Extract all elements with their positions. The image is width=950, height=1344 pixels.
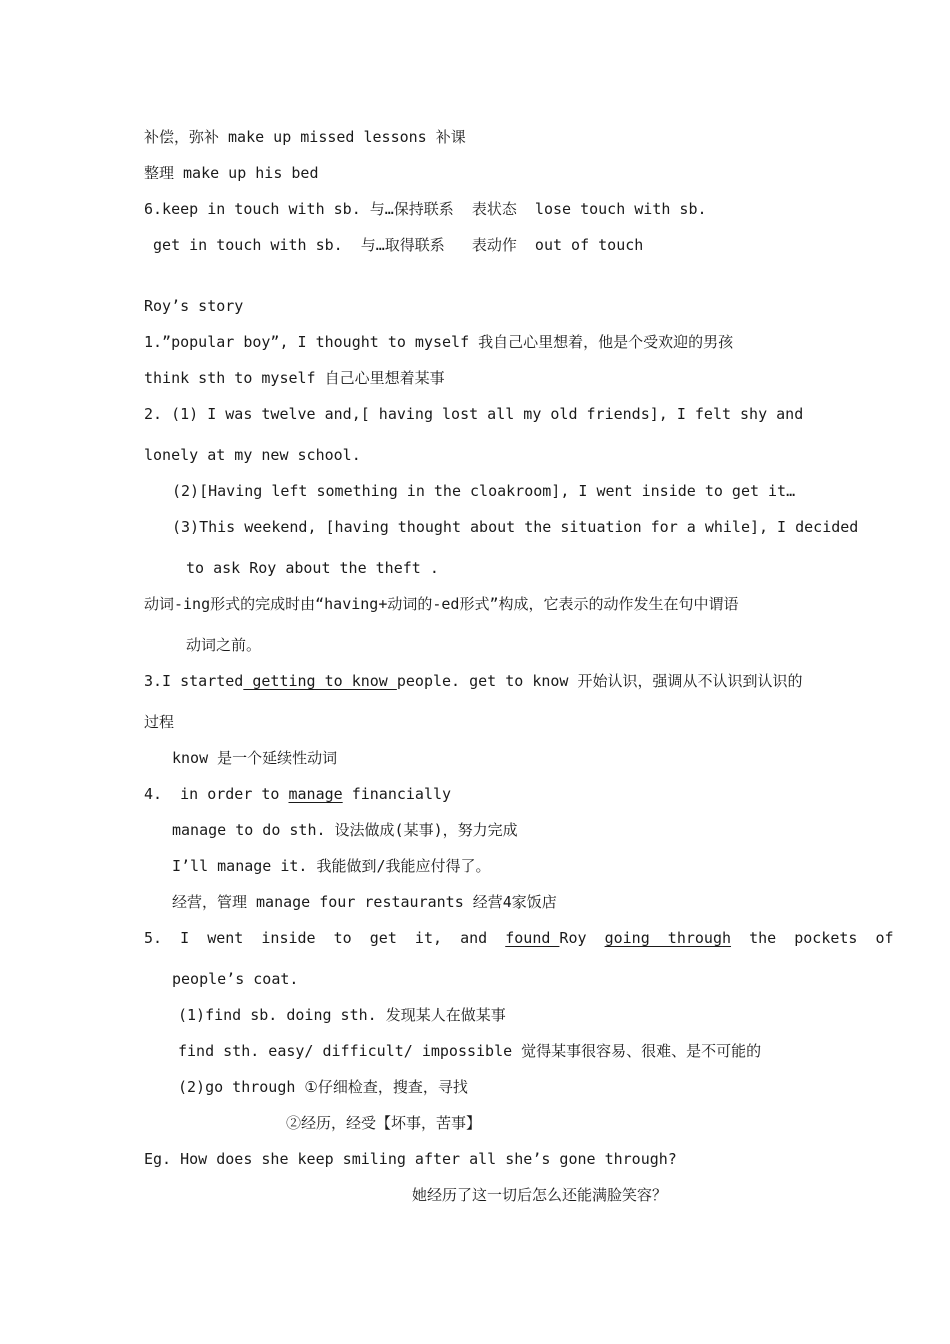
text-line: people’s coat. [172,970,299,988]
text-line: find sth. easy/ difficult/ impossible 觉得某事很容易、很难、是不可能的 [178,1042,762,1060]
text-line: know 是一个延续性动词 [172,749,338,767]
text-line: to ask Roy about the theft . [186,559,439,577]
text-line: 整理 make up his bed [144,164,319,182]
text-line: (3)This weekend, [having thought about the situation for a while], I decided [172,518,859,536]
underlined-phrase: found [505,929,560,947]
text-line: 6.keep in touch with sb. 与…保持联系 表状态 lose touch with sb. [144,200,707,218]
text-line: (2)go through ①仔细检查，搜查，寻找 [178,1078,468,1096]
text-line: get in touch with sb. 与…取得联系 表动作 out of touch [144,236,644,254]
text-line: (1)find sb. doing sth. 发现某人在做某事 [178,1006,506,1024]
text-line [144,928,894,948]
text-line: lonely at my new school. [144,446,361,464]
text-segment: people. get to know 开始认识，强调从不认识到认识的 [396,672,803,690]
text-line: I’ll manage it. 我能做到/我能应付得了。 [172,857,491,875]
text-line: manage to do sth. 设法做成(某事)，努力完成 [172,821,518,839]
text-line: 补偿，弥补 make up missed lessons 补课 [144,128,466,146]
text-line: Eg. How does she keep smiling after all she’s gone through? [144,1150,677,1168]
text-line: 动词-ing形式的完成时由“having+动词的-ed形式”构成，它表示的动作发生在句中谓语 [144,595,739,613]
text-line [144,671,803,691]
text-line: 动词之前。 [186,636,262,654]
underlined-phrase: going through [604,929,732,947]
text-segment: financially [342,785,452,803]
section-heading: Roy’s story [144,297,244,315]
text-segment: 4. in order to [144,785,289,803]
text-line: ②经历，经受【坏事，苦事】 [286,1114,482,1132]
text-segment: Roy [559,929,605,947]
text-segment: 3.I started [144,672,244,690]
text-line: think sth to myself 自己心里想着某事 [144,369,445,387]
underlined-phrase: manage [288,785,343,803]
text-line: 2. (1) I was twelve and,[ having lost all my old friends], I felt shy and [144,405,804,423]
text-line: (2)[Having left something in the cloakroom], I went inside to get it… [172,482,796,500]
text-line [144,784,451,804]
underlined-phrase: getting to know [243,672,397,690]
text-line: 过程 [144,713,175,731]
text-segment: the pockets of [731,929,894,947]
text-line: 1.”popular boy”, I thought to myself 我自己心里想着，他是个受欢迎的男孩 [144,333,734,351]
text-line: 经营，管理 manage four restaurants 经营4家饭店 [172,893,557,911]
text-line: 她经历了这一切后怎么还能满脸笑容？ [412,1186,668,1204]
text-segment: 5. I went inside to get it, and [144,929,506,947]
